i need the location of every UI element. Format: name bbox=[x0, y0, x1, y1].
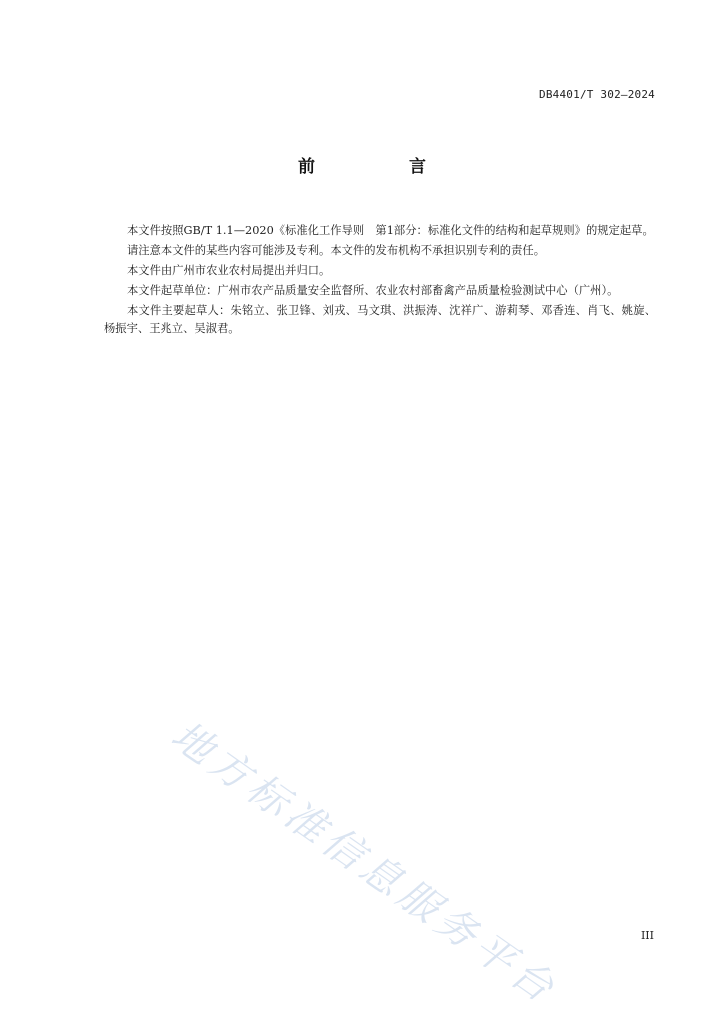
page-number: III bbox=[640, 929, 654, 942]
paragraph-patent-notice: 请注意本文件的某些内容可能涉及专利。本文件的发布机构不承担识别专利的责任。 bbox=[127, 244, 545, 257]
paragraph-drafters: 本文件主要起草人：朱铭立、张卫锋、刘戎、马文琪、洪振涛、沈祥广、游莉琴、邓香连、肖飞、姚旋、杨振宇、王兆立、吴淑君。 bbox=[104, 304, 656, 335]
paragraph-drafting-units: 本文件起草单位：广州市农产品质量安全监督所、农业农村部畜禽产品质量检验测试中心（广州）。 bbox=[127, 284, 619, 297]
foreword-body bbox=[104, 222, 656, 340]
document-code: DB4401/T 302—2024 bbox=[539, 88, 655, 101]
paragraph-drafting-rules: 本文件按照GB/T 1.1—2020《标准化工作导则 第1部分：标准化文件的结构和起草规则》的规定起草。 bbox=[127, 224, 654, 237]
watermark: 地方标准信息服务平台 bbox=[162, 712, 566, 1015]
page-title: 前 言 bbox=[298, 157, 470, 177]
paragraph-proposer: 本文件由广州市农业农村局提出并归口。 bbox=[127, 264, 331, 277]
